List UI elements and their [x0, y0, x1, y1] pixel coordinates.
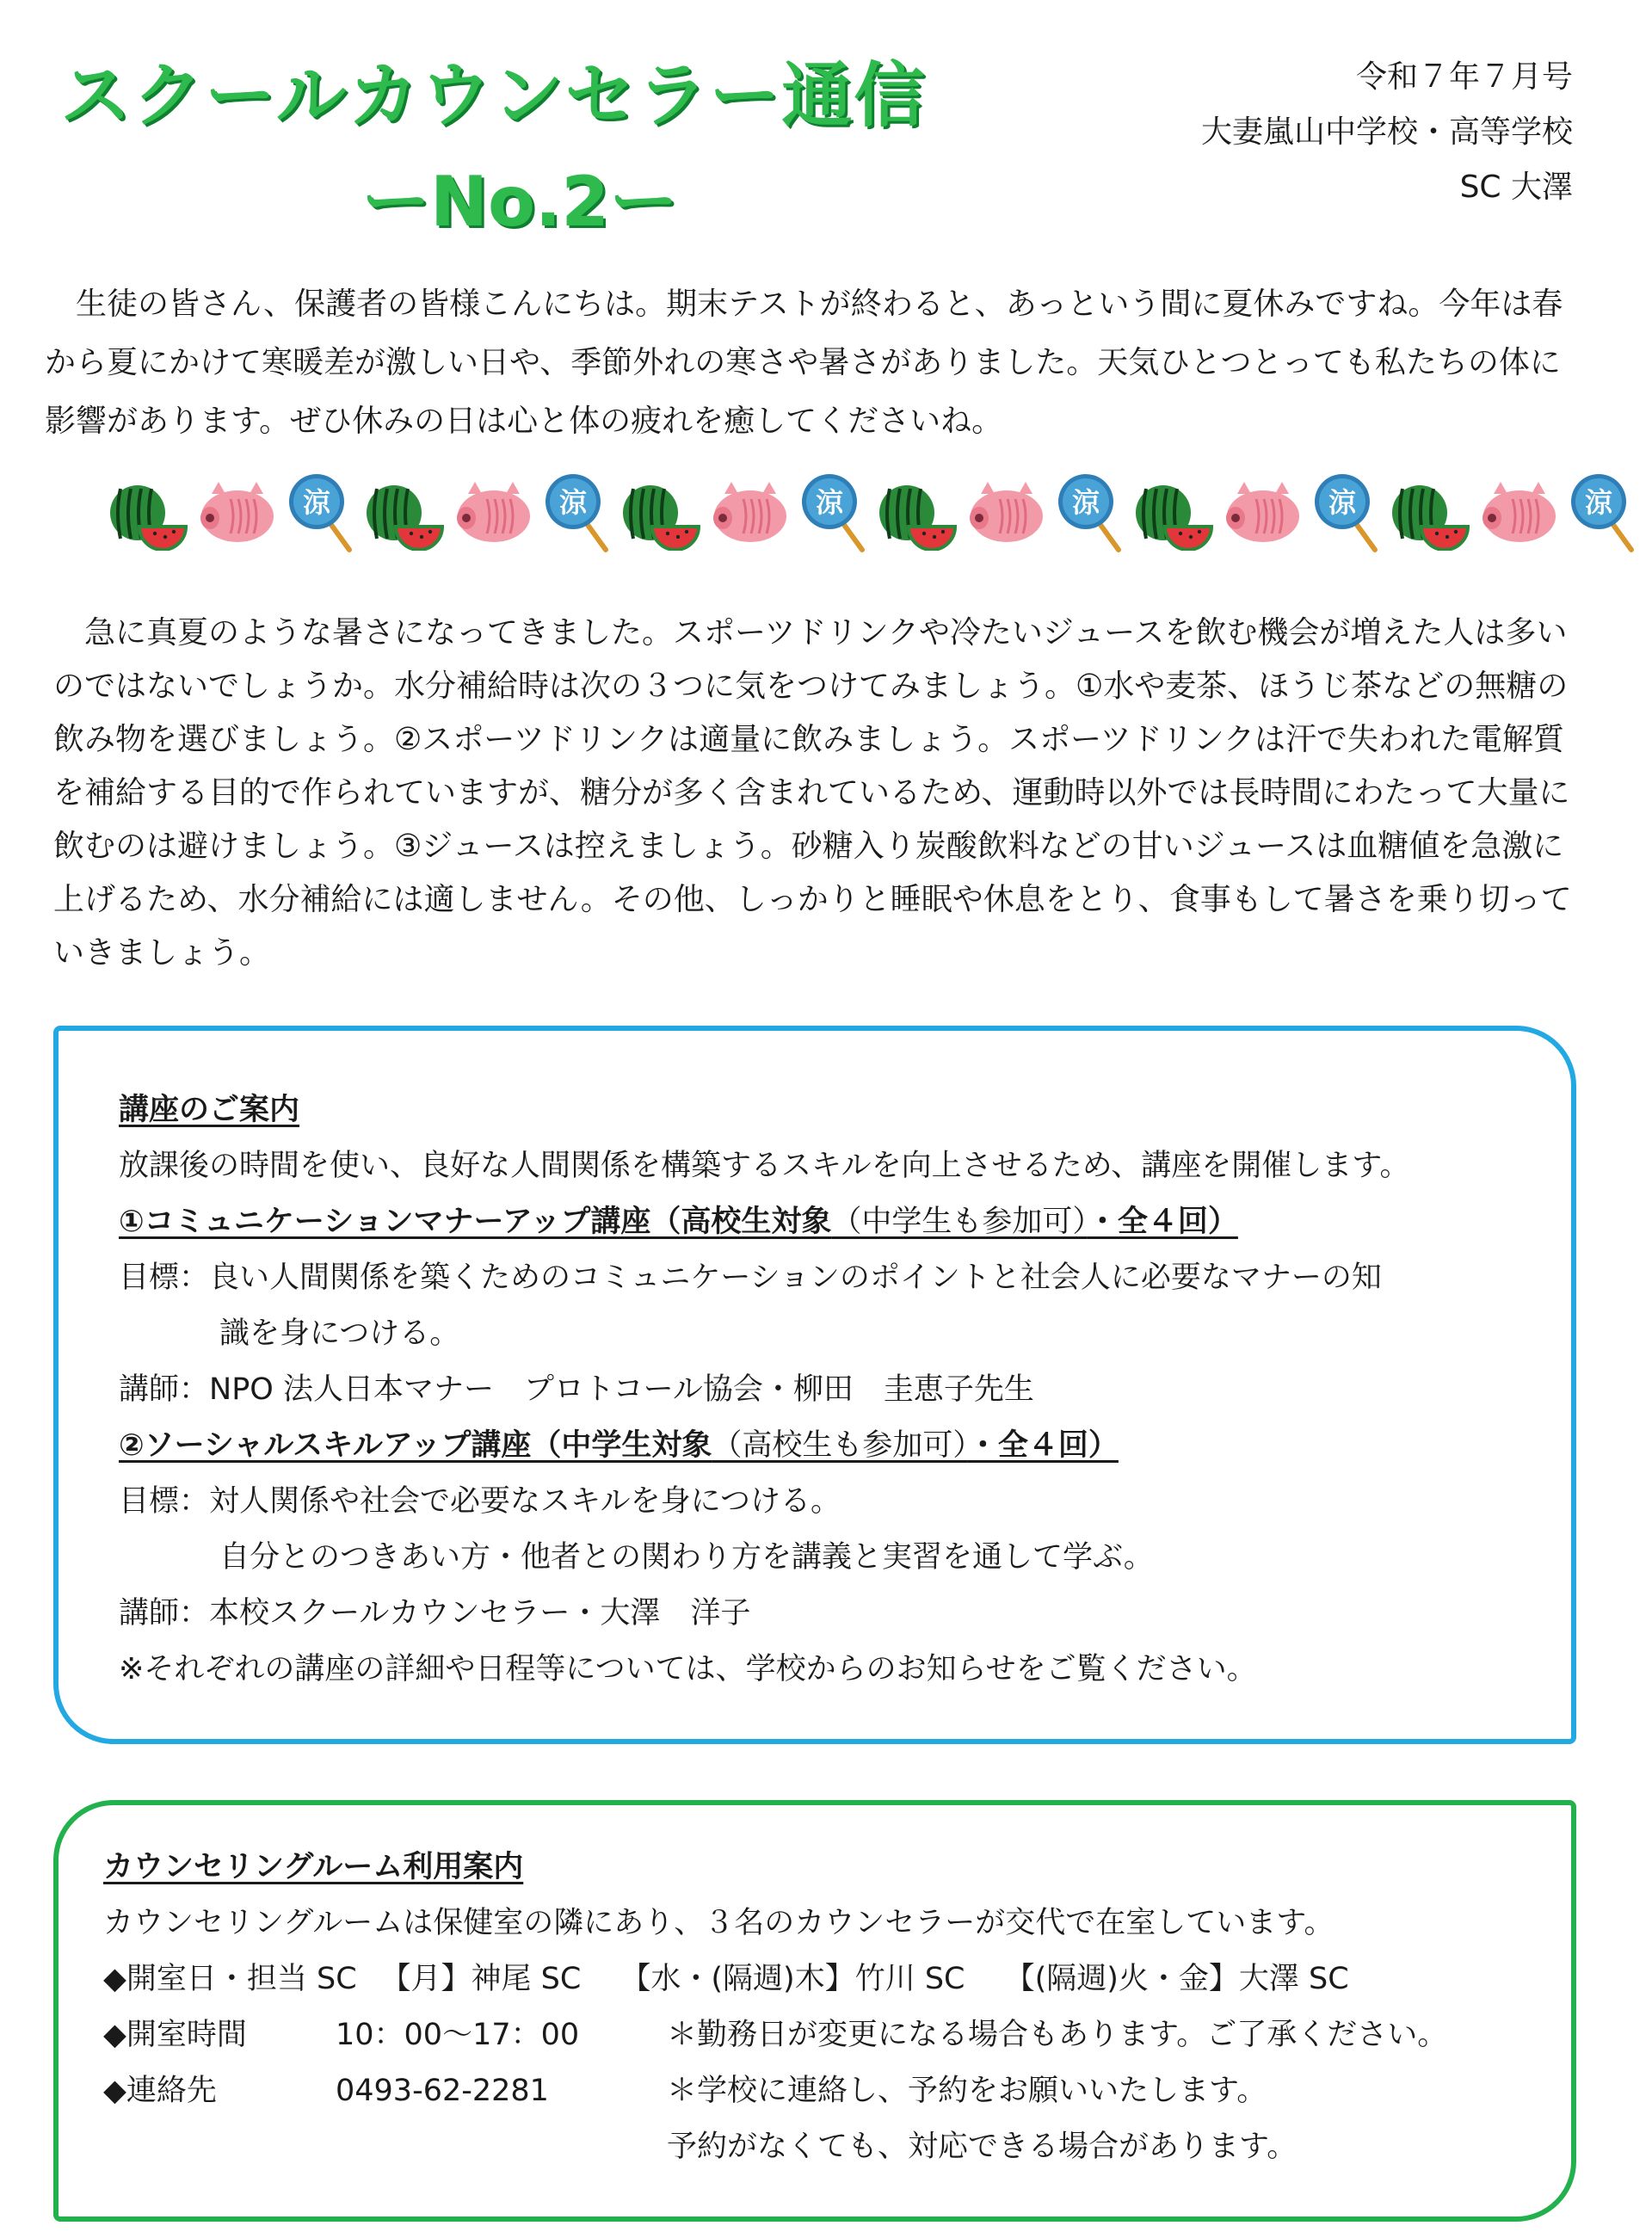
uchiwa-fan-icon	[1566, 471, 1638, 553]
course1-goal	[119, 1250, 1547, 1306]
newsletter-title: スクールカウンセラー通信	[60, 55, 927, 137]
uchiwa-fan-icon	[797, 471, 869, 553]
course1-lecturer-name: NPO 法人日本マナー プロトコール協会・柳田 圭恵子先生	[209, 1372, 1034, 1407]
course2-lecturer-name: 本校スクールカウンセラー・大澤 洋子	[209, 1596, 751, 1631]
fan-label: 涼	[1328, 486, 1357, 519]
course1-paren: （中学生も参加可）	[831, 1205, 1088, 1239]
room-hours-row	[103, 2007, 1549, 2063]
fan-label: 涼	[815, 486, 844, 519]
pig-mosquito-coil-icon	[449, 473, 535, 551]
course2-paren: （高校生も参加可）	[712, 1428, 968, 1463]
course-guide-box	[53, 1026, 1576, 1744]
course2-heading	[119, 1418, 1547, 1474]
room-guide-description: カウンセリングルームは保健室の隣にあり、３名のカウンセラーが交代で在室しています。	[103, 1906, 1335, 1940]
room-days-value: 【月】神尾 SC 【水・(隔週)木】竹川 SC 【(隔週)火・金】大澤 SC	[336, 1962, 1349, 1996]
pig-mosquito-coil-icon	[1218, 473, 1304, 551]
course2-goal-line2: 自分とのつきあい方・他者との関わり方を講義と実習を通して学ぶ。	[219, 1540, 1154, 1575]
course-guide-description: 放課後の時間を使い、良好な人間関係を構築するスキルを向上させるため、講座を開催します。	[119, 1149, 1410, 1183]
intro-paragraph: 生徒の皆さん、保護者の皆様こんにちは。期末テストが終わると、あっという間に夏休みですね。今年は春から夏にかけて寒暖差が激しい日や、季節外れの寒さや暑さがありました。天気ひとつとっても私たちの体に影響があります。ぜひ休みの日は心と体の疲れを癒してくださいね。	[45, 287, 1563, 439]
pig-mosquito-coil-icon	[193, 473, 279, 551]
watermelon-icon	[361, 473, 444, 551]
course2-tail: ・全４回）	[967, 1428, 1119, 1463]
fan-label: 涼	[1584, 486, 1613, 519]
uchiwa-fan-icon	[1053, 471, 1125, 553]
room-contact-note2: 予約がなくても、対応できる場合があります。	[667, 2130, 1298, 2164]
course-note: ※それぞれの講座の詳細や日程等については、学校からのお知らせをご覧ください。	[119, 1652, 1257, 1686]
course1-heading	[119, 1194, 1547, 1250]
pig-mosquito-coil-icon	[962, 473, 1048, 551]
course2-goal-text: 対人関係や社会で必要なスキルを身につける。	[209, 1484, 841, 1519]
fan-label: 涼	[558, 486, 588, 519]
course2-lecturer	[119, 1586, 1547, 1642]
room-days-label: ◆開室日・担当 SC	[103, 1962, 357, 1996]
watermelon-icon	[105, 473, 188, 551]
course1-name: ①コミュニケーションマナーアップ講座（高校生対象	[119, 1205, 832, 1239]
watermelon-icon	[618, 473, 700, 551]
fan-label: 涼	[302, 486, 331, 519]
course-guide-title: 講座のご案内	[119, 1093, 300, 1127]
uchiwa-fan-icon	[540, 471, 613, 553]
header-meta	[1201, 50, 1573, 215]
counseling-room-box	[53, 1800, 1576, 2222]
room-hours-note: ＊勤務日が変更になる場合もあります。ご了承ください。	[667, 2018, 1448, 2052]
course2-lecturer-label: 講師：	[119, 1596, 210, 1631]
issue-number: ーNo.2ー	[361, 162, 678, 242]
room-contact-label: ◆連絡先	[103, 2074, 217, 2108]
course1-goal-label: 目標：	[119, 1261, 210, 1295]
author-name: SC 大澤	[1459, 170, 1573, 205]
summer-decoration-row	[105, 469, 1613, 555]
course2-name: ②ソーシャルスキルアップ講座（中学生対象	[119, 1428, 712, 1463]
watermelon-icon	[874, 473, 957, 551]
room-days-row	[103, 1951, 1549, 2007]
course1-lecturer	[119, 1362, 1547, 1418]
issue-date: 令和７年７月号	[1355, 59, 1573, 95]
school-name: 大妻嵐山中学校・高等学校	[1200, 114, 1573, 150]
room-contact-row	[103, 2063, 1549, 2119]
fan-label: 涼	[1071, 486, 1100, 519]
uchiwa-fan-icon	[284, 471, 356, 553]
course2-goal	[119, 1474, 1547, 1530]
course2-goal-label: 目標：	[119, 1484, 210, 1519]
course1-goal-line2: 識を身につける。	[219, 1316, 460, 1351]
course1-goal-text: 良い人間関係を築くためのコミュニケーションのポイントと社会人に必要なマナーの知	[209, 1261, 1382, 1295]
room-hours-label: ◆開室時間	[103, 2018, 247, 2052]
room-guide-title: カウンセリングルーム利用案内	[103, 1850, 524, 1884]
pig-mosquito-coil-icon	[1475, 473, 1561, 551]
watermelon-icon	[1387, 473, 1470, 551]
pig-mosquito-coil-icon	[706, 473, 792, 551]
hydration-paragraph: 急に真夏のような暑さになってきました。スポーツドリンクや冷たいジュースを飲む機会が増えた人は多いのではないでしょうか。水分補給時は次の３つに気をつけてみましょう。①水や麦茶、ほうじ茶などの無糖の飲み物を選びましょう。②スポーツドリンクは適量に飲みましょう。スポーツドリンクは汗で失われた電解質を補給する目的で作られていますが、糖分が多く含まれているため、運動時以外では長時間にわたって大量に飲むのは避けましょう。③ジュースは控えましょう。砂糖入り炭酸飲料などの甘いジュースは血糖値を急激に上げるため、水分補給には適しません。その他、しっかりと睡眠や休息をとり、食事もして暑さを乗り切っていきましょう。	[53, 615, 1572, 971]
uchiwa-fan-icon	[1310, 471, 1382, 553]
course1-tail: ・全４回）	[1087, 1205, 1238, 1239]
room-contact-phone: 0493-62-2281	[336, 2074, 549, 2108]
room-hours-value: 10：00～17：00	[336, 2018, 580, 2052]
course1-lecturer-label: 講師：	[119, 1372, 210, 1407]
room-contact-note: ＊学校に連絡し、予約をお願いいたします。	[667, 2074, 1267, 2108]
watermelon-icon	[1131, 473, 1213, 551]
